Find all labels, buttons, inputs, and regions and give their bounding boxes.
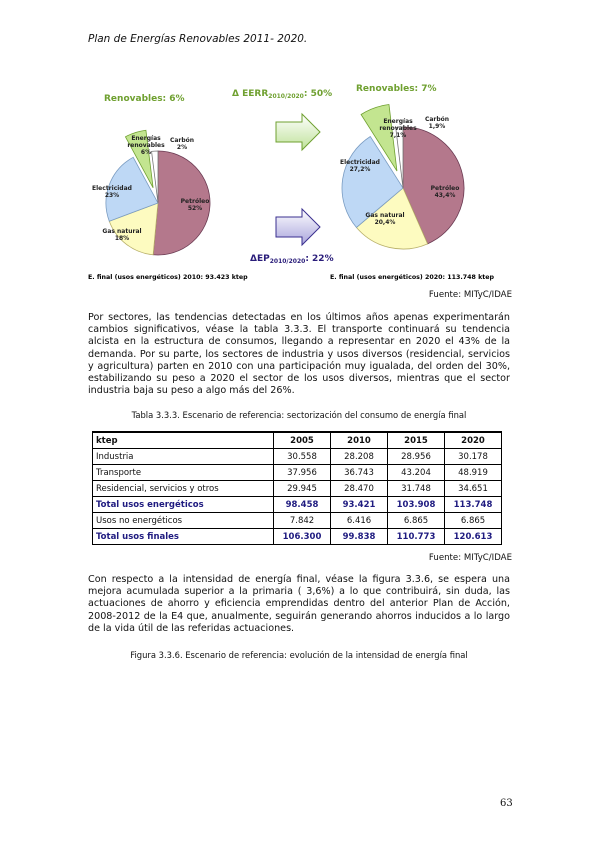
table-cell: 28.956 bbox=[388, 449, 445, 465]
table-header-2020: 2020 bbox=[445, 432, 502, 449]
table-cell: 103.908 bbox=[388, 497, 445, 513]
figure-source: Fuente: MITyC/IDAE bbox=[428, 290, 512, 300]
table-cell: 30.178 bbox=[445, 449, 502, 465]
table-row bbox=[93, 529, 502, 545]
delta-ep-label: $\Delta EP_{2010/2020}$: 22% bbox=[250, 254, 334, 265]
table-row bbox=[93, 449, 502, 465]
table-row bbox=[93, 497, 502, 513]
table-cell: 106.300 bbox=[274, 529, 331, 545]
table-row-label: Total usos finales bbox=[93, 529, 274, 545]
table-header-2005: 2005 bbox=[274, 432, 331, 449]
table-cell: 28.208 bbox=[331, 449, 388, 465]
pie-label-gas: Gas natural 20,4% bbox=[365, 212, 405, 226]
table-header-label: ktep bbox=[93, 432, 274, 449]
pie-label-renovables: Energías renovables 7,1% bbox=[379, 118, 417, 139]
table-cell: 29.945 bbox=[274, 481, 331, 497]
pie-label-carbon: Carbón 2% bbox=[169, 137, 195, 151]
table-cell: 34.651 bbox=[445, 481, 502, 497]
table-cell: 120.613 bbox=[445, 529, 502, 545]
pie-2010-title: Renovables: 6% bbox=[104, 94, 185, 104]
table-header-2010: 2010 bbox=[331, 432, 388, 449]
table-source: Fuente: MITyC/IDAE bbox=[428, 553, 512, 563]
table-cell: 43.204 bbox=[388, 465, 445, 481]
table-cell: 113.748 bbox=[445, 497, 502, 513]
table-cell: 31.748 bbox=[388, 481, 445, 497]
paragraph-intensity: Con respecto a la intensidad de energía final, véase la figura 3.3.6, se espera una mejora acumulada superior a la primaria ( 3,6%) a lo que contribuirá, sin duda, las actuaciones de ahorro y eficiencia emprendidas dentro del anterior Plan de Acción, 2008-2012 de la E4 que, anualmente, seguirán generando ahorros inducidos a lo largo de la vida útil de las referidas actuaciones. bbox=[88, 574, 510, 634]
table-cell: 37.956 bbox=[274, 465, 331, 481]
pie-label-petroleo: Petróleo 43,4% bbox=[430, 185, 460, 199]
table-cell: 93.421 bbox=[331, 497, 388, 513]
green-arrow-icon bbox=[276, 114, 320, 150]
energy-pie-figure bbox=[80, 60, 520, 285]
table-cell: 6.416 bbox=[331, 513, 388, 529]
pie-label-carbon: Carbón 1,9% bbox=[424, 116, 450, 130]
consumption-table bbox=[92, 431, 502, 545]
table-header-row bbox=[93, 432, 502, 449]
table-cell: 6.865 bbox=[388, 513, 445, 529]
table-row bbox=[93, 465, 502, 481]
pie-2020-title: Renovables: 7% bbox=[356, 84, 437, 94]
table-row-label: Industria bbox=[93, 449, 274, 465]
delta-eerr-label: Δ $EERR_{2010/2020}$: 50% bbox=[232, 89, 333, 100]
page-header: Plan de Energías Renovables 2011- 2020. bbox=[88, 33, 308, 45]
table-cell: 6.865 bbox=[445, 513, 502, 529]
table-row-label: Residencial, servicios y otros bbox=[93, 481, 274, 497]
table-cell: 28.470 bbox=[331, 481, 388, 497]
table-header-2015: 2015 bbox=[388, 432, 445, 449]
figure2-caption: Figura 3.3.6. Escenario de referencia: evolución de la intensidad de energía final bbox=[130, 650, 468, 660]
page-number: 63 bbox=[500, 798, 513, 809]
table-cell: 98.458 bbox=[274, 497, 331, 513]
table-row-label: Total usos energéticos bbox=[93, 497, 274, 513]
pie-chart-2020 bbox=[340, 105, 464, 249]
table-row-label: Usos no energéticos bbox=[93, 513, 274, 529]
table-cell: 36.743 bbox=[331, 465, 388, 481]
pie-label-petroleo: Petróleo 52% bbox=[180, 198, 210, 212]
pie-label-electricidad: Electricidad 27,2% bbox=[340, 159, 380, 173]
pie-label-electricidad: Electricidad 23% bbox=[92, 185, 132, 199]
pie-2010-caption: E. final (usos energéticos) 2010: 93.423 ktep bbox=[88, 274, 248, 281]
pie-label-gas: Gas natural 18% bbox=[102, 228, 142, 242]
table-cell: 110.773 bbox=[388, 529, 445, 545]
pie-chart-2010 bbox=[92, 130, 210, 255]
table-row bbox=[93, 481, 502, 497]
purple-arrow-icon bbox=[276, 209, 320, 245]
pie-2020-caption: E. final (usos energéticos) 2020: 113.748 ktep bbox=[330, 274, 495, 281]
pie-label-renovables: Energías renovables 6% bbox=[127, 135, 165, 156]
table-caption: Tabla 3.3.3. Escenario de referencia: sectorización del consumo de energía final bbox=[131, 410, 467, 420]
table-row-label: Transporte bbox=[93, 465, 274, 481]
table-cell: 48.919 bbox=[445, 465, 502, 481]
paragraph-sectors: Por sectores, las tendencias detectadas en los últimos años apenas experimentarán cambios significativos, véase la tabla 3.3.3. El transporte continuará su tendencia alcista en la estructura de consumos, llegando a representar en 2020 el 43% de la demanda. Por su parte, los sectores de industria y usos diversos (residencial, servicios y agricultura) parten en 2010 con una participación muy igualada, del orden del 30%, estabilizando su peso a 2020 el sector de los usos diversos, mientras que el sector industria baja su peso a algo más del 26%. bbox=[88, 312, 510, 397]
table-cell: 30.558 bbox=[274, 449, 331, 465]
table-cell: 99.838 bbox=[331, 529, 388, 545]
table-row bbox=[93, 513, 502, 529]
table-cell: 7.842 bbox=[274, 513, 331, 529]
